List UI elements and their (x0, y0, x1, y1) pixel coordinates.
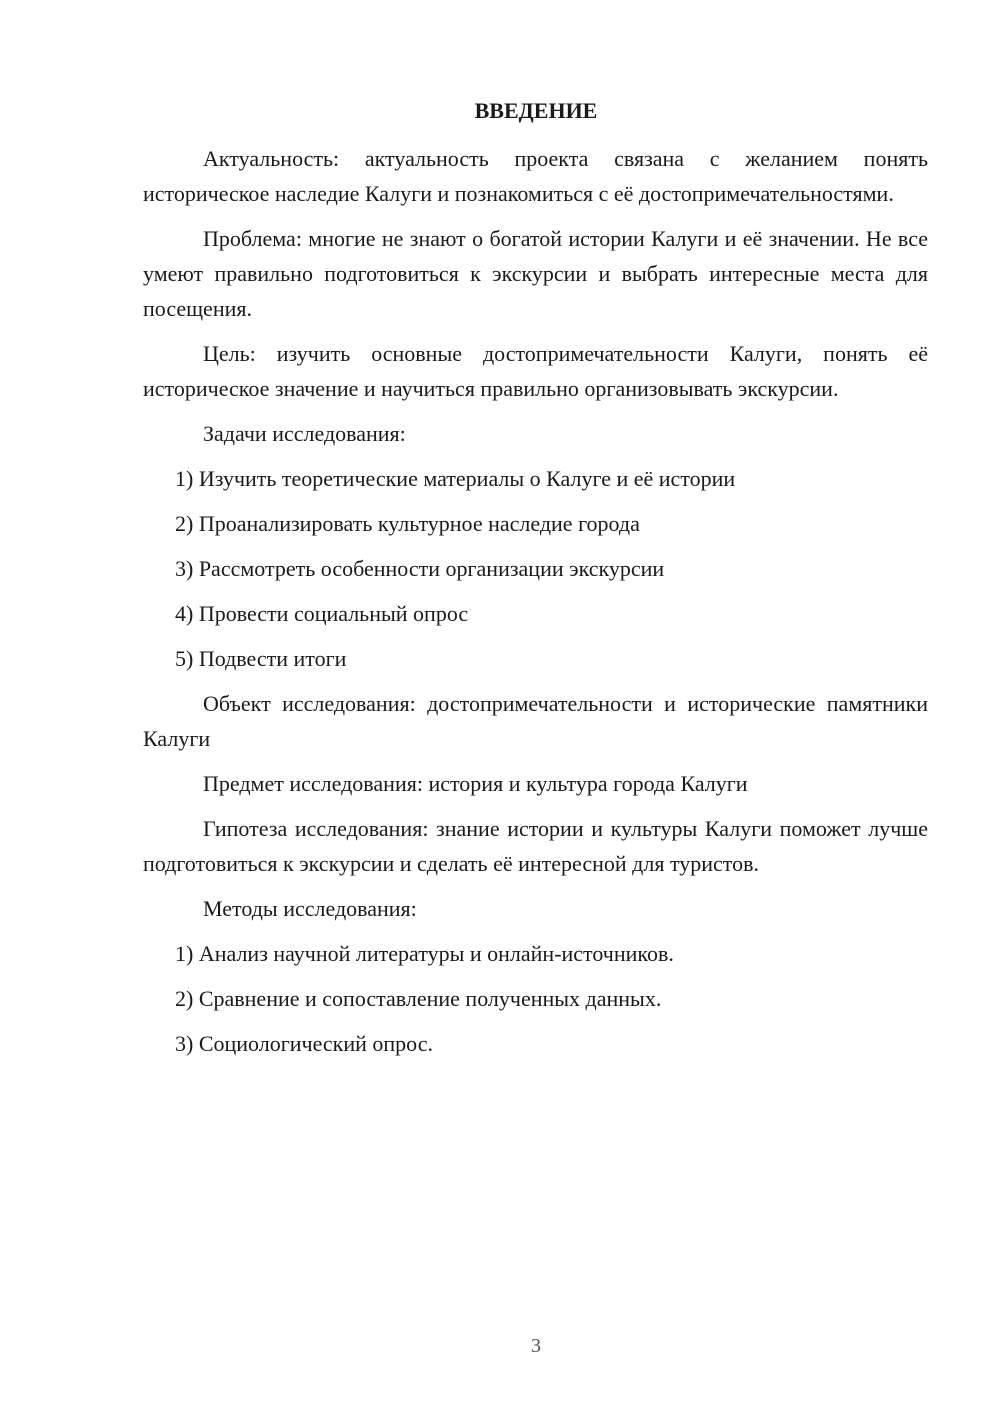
page-title: ВВЕДЕНИЕ (474, 98, 598, 123)
relevance-paragraph: Актуальность: актуальность проекта связана с желанием понять историческое наследие Калуги и познакомиться с её достопримечательностями. (143, 146, 928, 206)
methods-heading: Методы исследования: (203, 896, 417, 921)
goal-paragraph: Цель: изучить основные достопримечательности Калуги, понять её историческое значение и научиться правильно организовывать экскурсии. (143, 341, 928, 401)
method-item: 3) Социологический опрос. (175, 1031, 433, 1056)
task-item: 5) Подвести итоги (175, 646, 347, 671)
subject-paragraph: Предмет исследования: история и культура города Калуги (203, 771, 748, 796)
task-item: 4) Провести социальный опрос (175, 601, 469, 626)
task-item: 2) Проанализировать культурное наследие города (175, 511, 640, 536)
document-body (143, 141, 928, 1071)
problem-paragraph: Проблема: многие не знают о богатой истории Калуги и её значении. Не все умеют правильно подготовиться к экскурсии и выбрать интересные места для посещения. (143, 226, 928, 321)
hypothesis-paragraph: Гипотеза исследования: знание истории и культуры Калуги поможет лучше подготовиться к экскурсии и сделать её интересной для туристов. (143, 816, 928, 876)
object-paragraph: Объект исследования: достопримечательности и исторические памятники Калуги (143, 691, 928, 751)
task-item: 3) Рассмотреть особенности организации экскурсии (175, 556, 665, 581)
page-number: 3 (531, 1335, 541, 1357)
task-item: 1) Изучить теоретические материалы о Калуге и её истории (175, 466, 736, 491)
method-item: 1) Анализ научной литературы и онлайн-источников. (175, 941, 674, 966)
method-item: 2) Сравнение и сопоставление полученных данных. (175, 986, 662, 1011)
tasks-heading: Задачи исследования: (203, 421, 406, 446)
